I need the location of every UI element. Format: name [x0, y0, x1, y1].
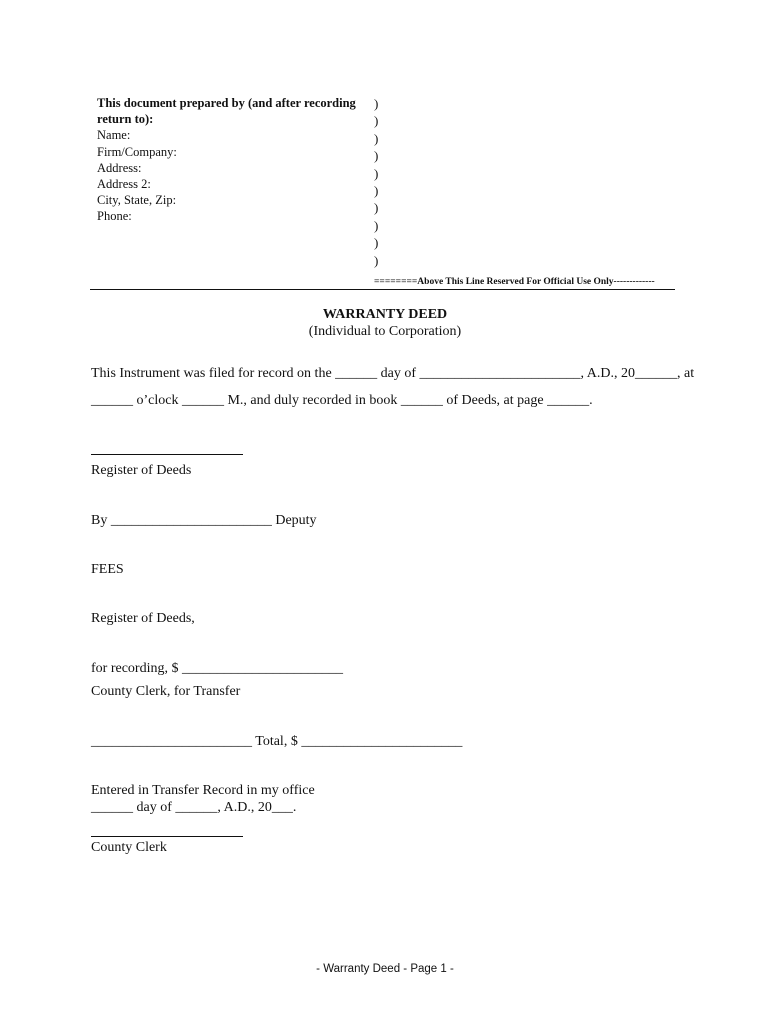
city-state-zip-label: City, State, Zip:: [97, 193, 177, 208]
name-label: Name:: [97, 128, 131, 143]
register-of-deeds-label: Register of Deeds: [91, 463, 192, 478]
for-recording-line: for recording, $ _______________________: [91, 661, 343, 676]
preparer-heading-line1: This document prepared by (and after recording: [97, 96, 356, 110]
preparer-heading-line2: return to):: [97, 112, 154, 127]
deputy-line: By _______________________ Deputy: [91, 513, 317, 528]
county-clerk-label: County Clerk: [91, 840, 167, 855]
paren: ): [374, 217, 379, 233]
paren: ): [374, 113, 379, 129]
transfer-record-line-1: Entered in Transfer Record in my office: [91, 783, 315, 798]
phone-label: Phone:: [97, 209, 132, 224]
paren: ): [374, 235, 379, 251]
footer-doc-name: - Warranty Deed -: [316, 963, 411, 975]
paren: ): [374, 183, 379, 199]
address2-label: Address 2:: [97, 177, 151, 192]
firm-label: Firm/Company:: [97, 144, 177, 159]
transfer-record-line-2: ______ day of ______, A.D., 20___.: [91, 800, 297, 815]
paren: ): [374, 148, 379, 164]
paren: ): [374, 252, 379, 268]
total-line: _______________________ Total, $ _______________________: [91, 734, 463, 749]
fees-heading: FEES: [91, 562, 124, 577]
county-clerk-transfer: County Clerk, for Transfer: [91, 684, 241, 699]
page-footer: [0, 963, 770, 975]
document-title: WARRANTY DEED: [322, 307, 448, 322]
register-signature-line: [91, 454, 243, 455]
reserved-divider: [90, 289, 675, 290]
paren: ): [374, 96, 379, 111]
document-subtitle: (Individual to Corporation): [308, 324, 462, 339]
footer-page-number: Page 1 -: [410, 963, 454, 975]
paren: ): [374, 165, 379, 181]
preparer-block: [97, 95, 356, 225]
county-clerk-signature-line: [91, 836, 243, 837]
filing-line-2: ______ o’clock ______ M., and duly recorded in book ______ of Deeds, at page ______.: [91, 393, 593, 408]
paren: ): [374, 200, 379, 216]
filing-line-1: This Instrument was filed for record on the ______ day of _______________________, A.D., 20______, at: [91, 366, 695, 381]
fees-register-of-deeds: Register of Deeds,: [91, 611, 195, 626]
official-use-reserved-line: ========Above This Line Reserved For Official Use Only-------------: [374, 277, 655, 287]
address-label: Address:: [97, 160, 142, 175]
paren-column: [374, 95, 378, 269]
paren: ): [374, 130, 379, 146]
